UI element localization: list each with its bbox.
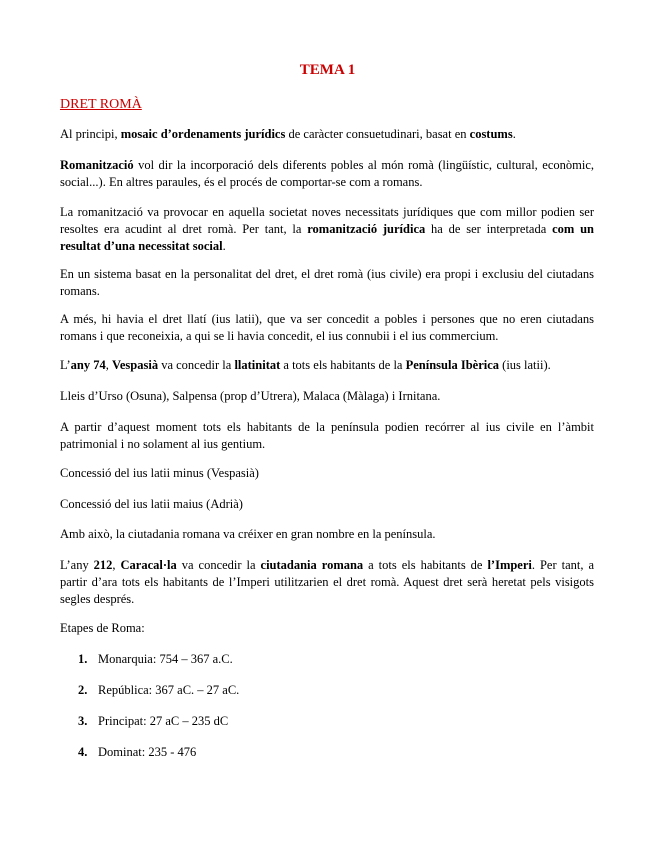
list-item: 4. Dominat: 235 - 476: [78, 745, 197, 759]
paragraph: [60, 157, 594, 191]
paragraph: [60, 620, 594, 637]
bold-text: com un resultat d’una necessitat social: [60, 222, 594, 253]
text-run: ,: [112, 558, 121, 572]
paragraph: [60, 204, 594, 255]
text-run: Lleis d’Urso (Osuna), Salpensa (prop d’Utrera), Malaca (Màlaga) i Irnitana.: [60, 389, 441, 403]
paragraph: [60, 526, 594, 543]
bold-text: Península Ibèrica: [405, 358, 500, 372]
paragraph: [60, 465, 594, 482]
text-run: .: [512, 127, 516, 141]
text-run: ,: [105, 358, 112, 372]
text-run: La romanització va provocar en aquella societat noves necessitats jurídiques que com millor podien ser resoltes era acudint al dret romà. Per tant, la: [60, 205, 594, 236]
bold-text: Romanització: [60, 158, 134, 172]
text-run: Al principi,: [60, 127, 121, 141]
text-run: Etapes de Roma:: [60, 621, 145, 635]
text-run: ha de ser interpretada: [425, 222, 553, 236]
text-run: . Per tant, a partir d’ara tots els habitants de l’Imperi utilitzarien el dret romà. Aquest dret serà heretat pels visigots segles després.: [60, 558, 594, 606]
text-run: Concessió del ius latii maius (Adrià): [60, 497, 243, 511]
text-run: Amb això, la ciutadania romana va créixer en gran nombre en la península.: [60, 527, 436, 541]
text-run: Concessió del ius latii minus (Vespasià): [60, 466, 259, 480]
text-run: .: [222, 239, 226, 253]
list-item: 2. República: 367 aC. – 27 aC.: [78, 683, 240, 697]
section-heading: DRET ROMÀ: [60, 97, 142, 112]
paragraph: [60, 126, 594, 143]
list-item: 3. Principat: 27 aC – 235 dC: [78, 714, 229, 728]
text-run: En un sistema basat en la personalitat del dret, el dret romà (ius civile) era propi i exclusiu del ciutadans romans.: [60, 267, 594, 298]
text-run: a tots els habitants de la: [280, 358, 406, 372]
page-title: TEMA 1: [299, 62, 356, 78]
text-run: va concedir la: [176, 558, 261, 572]
text-run: (ius latii).: [499, 358, 551, 372]
paragraph: [60, 266, 594, 300]
paragraph: [60, 311, 594, 345]
list-item: 1. Monarquia: 754 – 367 a.C.: [78, 652, 233, 666]
bold-text: Caracal·la: [120, 558, 177, 572]
text-run: A partir d’aquest moment tots els habitants de la península podien recórrer al ius civile en l’àmbit patrimonial i no solament al ius gentium.: [60, 420, 594, 451]
bold-text: 212: [93, 558, 113, 572]
text-run: L’: [60, 358, 71, 372]
bold-text: ciutadania romana: [260, 558, 364, 572]
paragraph: [60, 557, 594, 608]
text-run: va concedir la: [158, 358, 235, 372]
paragraph: [60, 388, 594, 405]
bold-text: costums: [469, 127, 513, 141]
paragraph: [60, 357, 594, 374]
text-run: L’any: [60, 558, 94, 572]
bold-text: llatinitat: [234, 358, 281, 372]
text-run: A més, hi havia el dret llatí (ius latii), que va ser concedit a pobles i persones que no eren ciutadans romans i que reconeixia, a qui se li havia concedit, el ius connubii i el ius commercium.: [60, 312, 594, 343]
bold-text: mosaic d’ordenaments jurídics: [120, 127, 286, 141]
bold-text: l’Imperi: [487, 558, 532, 572]
paragraph: [60, 419, 594, 453]
text-run: vol dir la incorporació dels diferents pobles al món romà (lingüístic, cultural, econòmic, social...). En altres paraules, és el procés de comportar-se com a romans.: [60, 158, 594, 189]
bold-text: romanització jurídica: [307, 222, 426, 236]
text-run: a tots els habitants de: [363, 558, 488, 572]
bold-text: any 74: [70, 358, 106, 372]
text-run: de caràcter consuetudinari, basat en: [285, 127, 470, 141]
bold-text: Vespasià: [111, 358, 159, 372]
paragraph: [60, 496, 594, 513]
